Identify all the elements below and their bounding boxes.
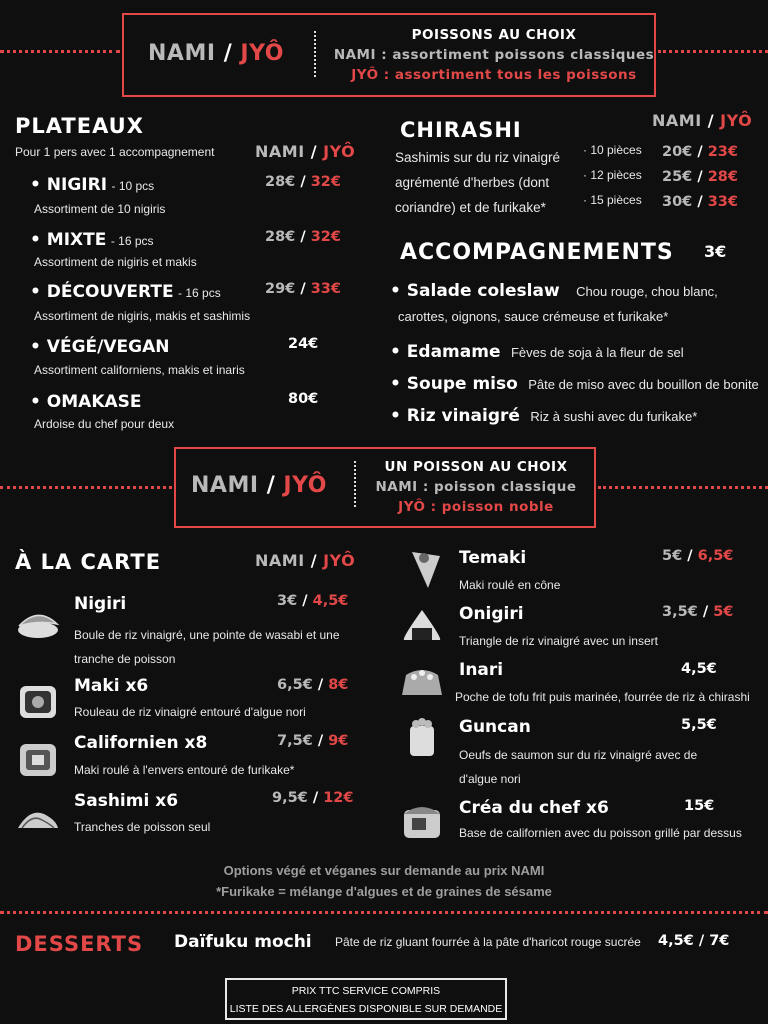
dessert-mochi-name: Daïfuku mochi: [174, 932, 312, 952]
mid-banner-nami-jyo: NAMI / JYÔ: [191, 473, 327, 498]
plateau-omakase: • OMAKASE: [30, 392, 142, 412]
a-la-carte-price-header: NAMI / JYÔ: [255, 551, 356, 570]
footer-line2: LISTE DES ALLERGÈNES DISPONIBLE SUR DEMANDE: [229, 1003, 503, 1015]
chirashi-desc: [395, 145, 560, 220]
carte-onigiri-desc: Triangle de riz vinaigré avec un insert: [459, 634, 658, 648]
carte-sashimi-desc: Tranches de poisson seul: [74, 820, 211, 834]
top-banner-line2: JYÔ : assortiment tous les poissons: [351, 67, 637, 83]
footer-box: [225, 978, 507, 1020]
carte-guncan-name: Guncan: [459, 717, 531, 737]
top-dotted-rule-left: [0, 50, 120, 53]
carte-inari-desc: Poche de tofu frit puis marinée, fourrée de riz à chirashi: [455, 690, 750, 704]
mid-dotted-rule-right: [598, 486, 768, 489]
carte-californien-desc: Maki roulé à l'envers entouré de furikake*: [74, 763, 295, 777]
sashimi-icon: [16, 800, 60, 836]
top-banner: [122, 13, 656, 97]
mid-banner-line2: JYÔ : poisson noble: [398, 499, 554, 515]
accomp-riz-vinaigre-desc: Riz à sushi avec du furikake*: [530, 409, 698, 424]
accomp-riz-vinaigre-name: Riz vinaigré: [406, 406, 520, 426]
carte-crea-name: Créa du chef x6: [459, 798, 609, 818]
dessert-mochi-desc: Pâte de riz gluant fourrée à la pâte d'haricot rouge sucrée: [335, 935, 641, 949]
chirashi-desc-line1: Sashimis sur du riz vinaigré: [395, 150, 561, 165]
footer-line1: PRIX TTC SERVICE COMPRIS: [291, 985, 441, 997]
plateau-omakase-desc: Ardoise du chef pour deux: [34, 417, 175, 431]
top-banner-info: [324, 25, 664, 85]
plateau-nigiri-desc: Assortiment de 10 nigiris: [34, 202, 166, 216]
plateau-nigiri: • NIGIRI - 10 pcs: [30, 175, 155, 195]
accomp-edamame-name: Edamame: [406, 342, 501, 362]
mid-dotted-rule-left: [0, 486, 172, 489]
notes-line2: *Furikake = mélange d'algues et de graines de sésame: [216, 884, 552, 899]
plateau-nigiri-pcs: - 10 pcs: [111, 179, 155, 193]
top-banner-line1: NAMI : assortiment poissons classiques: [333, 47, 655, 63]
mid-banner-info: [366, 457, 586, 517]
plateau-omakase-price: 80€: [288, 391, 319, 407]
plateau-nigiri-name: NIGIRI: [46, 175, 108, 195]
maki-icon: [16, 684, 60, 720]
carte-guncan-price: 5,5€: [681, 717, 717, 733]
californien-icon: [16, 742, 60, 778]
carte-maki-name: Maki x6: [74, 676, 149, 696]
a-la-carte-title: À LA CARTE: [15, 550, 162, 574]
accomp-soupe-miso: • Soupe miso Pâte de miso avec du bouillon de bonite: [390, 374, 759, 394]
guncan-icon: [400, 716, 444, 758]
mid-banner-line1: NAMI : poisson classique: [375, 479, 577, 495]
carte-temaki-price: 5€ / 6,5€: [662, 548, 734, 564]
carte-guncan-desc: Oeufs de saumon sur du riz vinaigré avec de d'algue nori: [459, 748, 698, 786]
carte-maki-price: 6,5€ / 8€: [277, 677, 349, 693]
accomp-coleslaw: • Salade coleslaw Chou rouge, chou blanc,: [390, 281, 718, 301]
carte-inari-price: 4,5€: [681, 661, 717, 677]
plateau-decouverte: • DÉCOUVERTE - 16 pcs: [30, 282, 221, 302]
chirashi-option-12-price: 25€ / 28€: [662, 169, 738, 185]
carte-sashimi-price: 9,5€ / 12€: [272, 790, 354, 806]
chirashi-desc-line3: coriandre) et de furikake*: [395, 200, 546, 215]
top-banner-divider: [314, 31, 316, 77]
notes: [0, 860, 768, 902]
chirashi-price-header: NAMI / JYÔ: [652, 111, 753, 130]
accomp-coleslaw-name: Salade coleslaw: [406, 281, 560, 301]
chirashi-option-12: · 12 pièces: [583, 168, 642, 182]
accompagnements-price: 3€: [704, 242, 727, 261]
chirashi-option-15: · 15 pièces: [583, 193, 642, 207]
plateau-mixte-desc: Assortiment de nigiris et makis: [34, 255, 197, 269]
desserts-title: DESSERTS: [15, 932, 144, 956]
plateau-decouverte-name: DÉCOUVERTE: [46, 282, 174, 302]
carte-crea-price: 15€: [684, 798, 715, 814]
carte-californien-price: 7,5€ / 9€: [277, 733, 349, 749]
dessert-mochi-price: 4,5€ / 7€: [658, 933, 730, 949]
chirashi-desc-line2: agrémenté d'herbes (dont: [395, 175, 550, 190]
plateau-vege-name: VÉGÉ/VEGAN: [46, 337, 170, 357]
plateau-decouverte-pcs: - 16 pcs: [178, 286, 221, 300]
nigiri-icon: [16, 606, 60, 642]
plateau-decouverte-desc: Assortiment de nigiris, makis et sashimis: [34, 309, 251, 323]
carte-onigiri-name: Onigiri: [459, 604, 524, 624]
plateau-vege: • VÉGÉ/VEGAN: [30, 337, 170, 357]
temaki-icon: [404, 548, 448, 590]
carte-onigiri-price: 3,5€ / 5€: [662, 604, 734, 620]
carte-crea-desc: Base de californien avec du poisson grillé par dessus: [459, 826, 742, 840]
mid-banner: [174, 447, 596, 528]
chirashi-title: CHIRASHI: [400, 118, 522, 142]
plateau-mixte-pcs: - 16 pcs: [110, 234, 154, 248]
accomp-edamame-desc: Fèves de soja à la fleur de sel: [510, 345, 684, 360]
carte-nigiri-price: 3€ / 4,5€: [277, 593, 349, 609]
chirashi-option-10-price: 20€ / 23€: [662, 144, 738, 160]
desserts-dotted-rule: [0, 911, 768, 914]
plateaux-price-header: NAMI / JYÔ: [255, 142, 356, 161]
chirashi-option-15-price: 30€ / 33€: [662, 194, 738, 210]
plateau-nigiri-price: 28€ / 32€: [265, 174, 341, 190]
plateau-mixte: • MIXTE - 16 pcs: [30, 230, 154, 250]
carte-temaki-name: Temaki: [459, 548, 527, 568]
top-banner-nami-jyo: NAMI / JYÔ: [148, 41, 284, 66]
carte-temaki-desc: Maki roulé en cône: [459, 578, 561, 592]
accomp-edamame: • Edamame Fèves de soja à la fleur de sel: [390, 342, 684, 362]
accomp-coleslaw-desc2: carottes, oignons, sauce crémeuse et furikake*: [398, 309, 669, 324]
plateau-omakase-name: OMAKASE: [46, 392, 142, 412]
crea-icon: [400, 800, 444, 840]
chirashi-option-10: · 10 pièces: [583, 143, 642, 157]
plateau-mixte-price: 28€ / 32€: [265, 229, 341, 245]
top-banner-title: POISSONS AU CHOIX: [411, 27, 577, 43]
accomp-soupe-miso-name: Soupe miso: [406, 374, 518, 394]
carte-californien-name: Californien x8: [74, 733, 208, 753]
plateaux-title: PLATEAUX: [15, 114, 144, 138]
mid-banner-divider: [354, 461, 356, 507]
carte-maki-desc: Rouleau de riz vinaigré entouré d'algue nori: [74, 705, 306, 719]
plateau-decouverte-price: 29€ / 33€: [265, 281, 341, 297]
inari-icon: [400, 663, 444, 699]
top-dotted-rule-right: [658, 50, 768, 53]
plateau-vege-desc: Assortiment californiens, makis et inaris: [34, 363, 245, 377]
plateau-mixte-name: MIXTE: [46, 230, 107, 250]
carte-sashimi-name: Sashimi x6: [74, 791, 179, 811]
accomp-riz-vinaigre: • Riz vinaigré Riz à sushi avec du furikake*: [390, 406, 698, 426]
notes-line1: Options végé et véganes sur demande au prix NAMI: [223, 863, 545, 878]
carte-nigiri-name: Nigiri: [74, 594, 127, 614]
accomp-soupe-miso-desc: Pâte de miso avec du bouillon de bonite: [528, 377, 759, 392]
accompagnements-title: ACCOMPAGNEMENTS: [400, 240, 674, 265]
carte-nigiri-desc: Boule de riz vinaigré, une pointe de wasabi et une tranche de poisson: [74, 628, 340, 666]
onigiri-icon: [400, 608, 444, 644]
accomp-coleslaw-desc: Chou rouge, chou blanc,: [576, 284, 718, 299]
plateau-vege-price: 24€: [288, 336, 319, 352]
mid-banner-title: UN POISSON AU CHOIX: [384, 459, 568, 475]
plateaux-subtitle: Pour 1 pers avec 1 accompagnement: [15, 145, 215, 159]
carte-inari-name: Inari: [459, 660, 504, 680]
